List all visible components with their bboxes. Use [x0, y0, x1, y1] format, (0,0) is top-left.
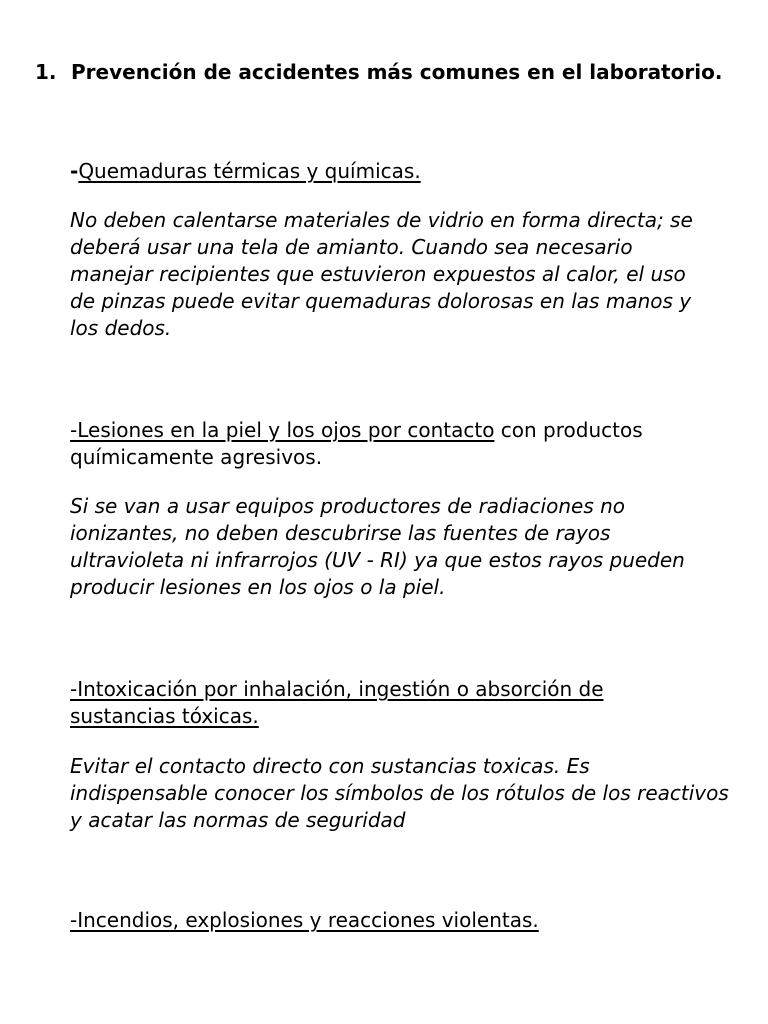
heading-title: Prevención de accidentes más comunes en el laboratorio. — [71, 60, 723, 84]
subsection-title-text: -Intoxicación por inhalación, ingestión o absorción de sustancias tóxicas. — [70, 677, 604, 728]
subsection-dash: - — [70, 159, 79, 183]
paragraph-lesiones: Si se van a usar equipos productores de radiaciones no ionizantes, no deben descubrirse las fuentes de rayos ultravioleta ni infrarrojos (UV - RI) ya que estos rayos pueden producir lesiones en los ojos o la piel. — [70, 494, 685, 599]
subsection-title-lesiones — [70, 417, 730, 471]
subsection-title-rest: con productos químicamente agresivos. — [70, 418, 643, 469]
subsection-title-text: -Incendios, explosiones y reacciones violentas. — [70, 908, 539, 932]
subsection-title-quemaduras — [70, 158, 730, 185]
section-heading — [35, 58, 735, 86]
subsection-title-incendios — [70, 907, 730, 934]
subsection-title-underlined: -Lesiones en la piel y los ojos por contacto — [70, 418, 495, 442]
paragraph-intoxicacion: Evitar el contacto directo con sustancias toxicas. Es indispensable conocer los símbolos de los rótulos de los reactivos y acatar las normas de seguridad — [70, 754, 729, 832]
paragraph-quemaduras: No deben calentarse materiales de vidrio en forma directa; se deberá usar una tela de amianto. Cuando sea necesario manejar recipientes que estuvieron expuestos al calor, el uso de pinzas puede evitar quemaduras dolorosas en las manos y los dedos. — [70, 208, 693, 340]
subsection-title-intoxicacion — [70, 676, 710, 730]
heading-number: 1. — [35, 60, 57, 84]
subsection-title-text: Quemaduras térmicas y químicas. — [78, 159, 421, 183]
